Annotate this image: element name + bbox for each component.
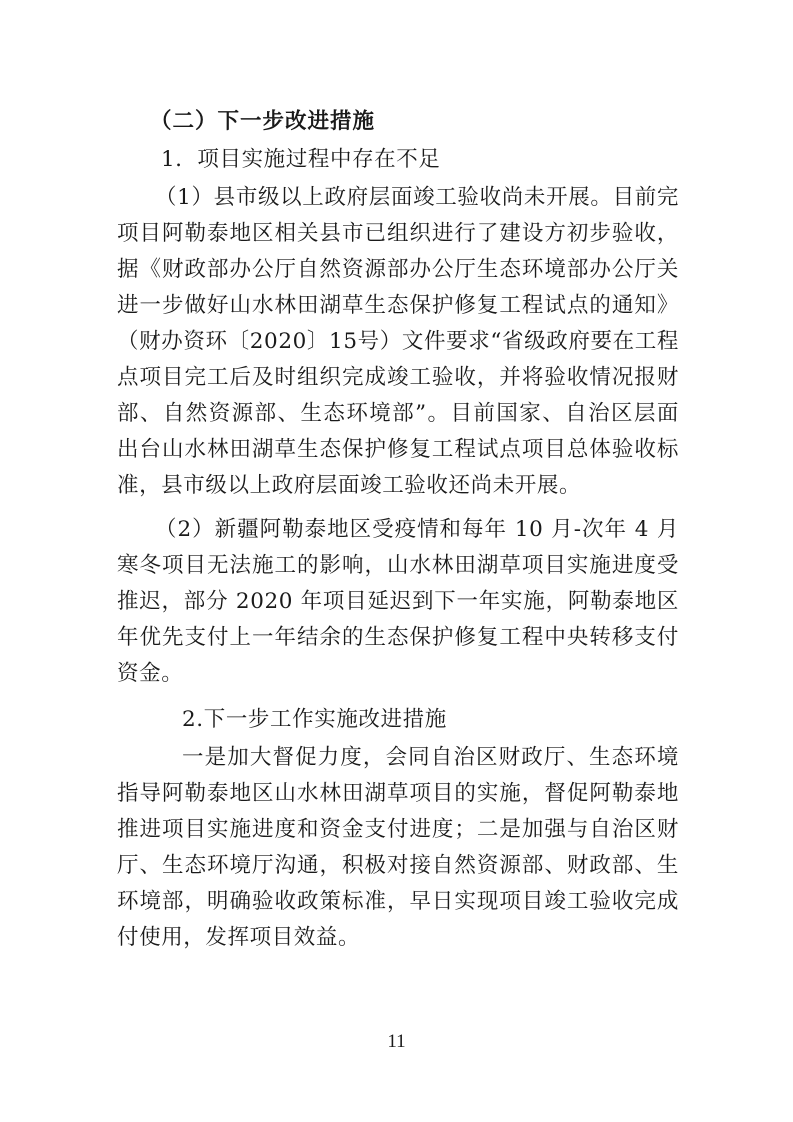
section-heading: （二）下一步改进措施	[150, 109, 376, 134]
paragraph-line: 部、自然资源部、生态环境部”。目前国家、自治区层面	[117, 401, 679, 426]
subsection-title-1: 1．项目实施过程中存在不足	[161, 147, 441, 172]
paragraph-line: 准，县市级以上政府层面竣工验收还尚未开展。	[117, 473, 582, 498]
subsection-title-2: 2.下一步工作实施改进措施	[182, 707, 447, 732]
paragraph-line: 推进项目实施进度和资金支付进度；二是加强与自治区财	[117, 817, 679, 842]
paragraph-line: 推迟，部分 2020 年项目延迟到下一年实施，阿勒泰地区	[117, 589, 679, 614]
paragraph-line: （2）新疆阿勒泰地区受疫情和每年 10 月-次年 4 月	[155, 517, 679, 542]
page-number: 11	[387, 1031, 406, 1052]
paragraph-line: （财办资环〔2020〕15号）文件要求“省级政府要在工程	[117, 329, 679, 354]
paragraph-line: 寒冬项目无法施工的影响，山水林田湖草项目实施进度受	[117, 553, 679, 578]
paragraph-line: 付使用，发挥项目效益。	[117, 925, 361, 950]
paragraph-line: 项目阿勒泰地区相关县市已组织进行了建设方初步验收，	[117, 221, 679, 246]
paragraph-line: 一是加大督促力度，会同自治区财政厅、生态环境	[182, 745, 679, 770]
paragraph-line: 资金。	[117, 661, 184, 686]
paragraph-line: 年优先支付上一年结余的生态保护修复工程中央转移支付	[117, 625, 679, 650]
paragraph-line: 点项目完工后及时组织完成竣工验收，并将验收情况报财	[117, 365, 679, 390]
paragraph-line: 指导阿勒泰地区山水林田湖草项目的实施，督促阿勒泰地	[117, 781, 679, 806]
paragraph-line: 进一步做好山水林田湖草生态保护修复工程试点的通知》	[117, 293, 679, 318]
paragraph-line: 据《财政部办公厅自然资源部办公厅生态环境部办公厅关	[117, 257, 679, 282]
paragraph-line: 环境部，明确验收政策标准，早日实现项目竣工验收完成	[117, 889, 679, 914]
paragraph-line: （1）县市级以上政府层面竣工验收尚未开展。目前完	[155, 185, 679, 210]
paragraph-line: 厅、生态环境厅沟通，积极对接自然资源部、财政部、生	[117, 853, 679, 878]
paragraph-line: 出台山水林田湖草生态保护修复工程试点项目总体验收标	[117, 437, 679, 462]
